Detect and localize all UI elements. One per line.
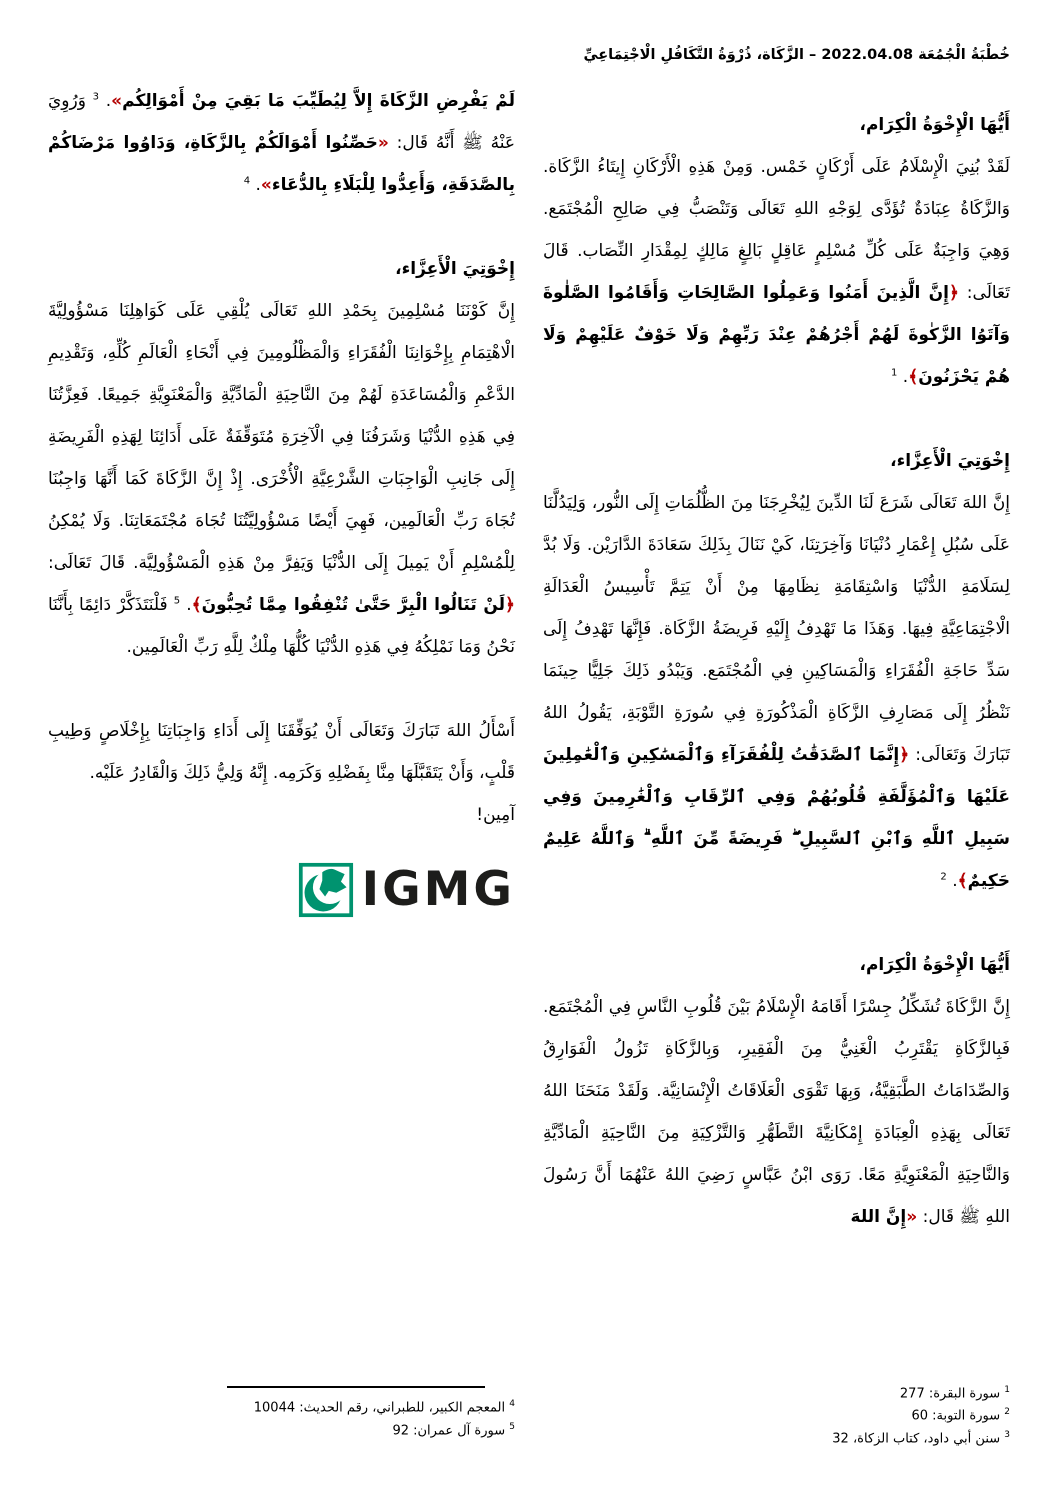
- text-segment: 1: [891, 367, 898, 379]
- footnote-line: $^4$ المعجم الكبير، للطبراني، رقم الحديث: 10044: [253, 1399, 515, 1416]
- paragraph: [543, 482, 1010, 902]
- footnote-number: 4: [509, 1399, 515, 1410]
- text-segment: إِنَّ الَّذِينَ أَمَنُوا وَعَمِلُوا الصَّالِحَاتِ وَأَقَامُوا الصَّلٰوةَ وَآتَوُا الزَّكٰوةَ لَهُمْ أَجْرُهُمْ عِنْدَ رَبِّهِمْ وَلَا خَوْفٌ عَلَيْهِمْ وَلَا هُمْ يَحْزَنُونَ: [543, 283, 1010, 387]
- text-segment: لَقَدْ بُنِيَ الْإِسْلَامُ عَلَى أَرْكَانٍ خَمْس. وَمِنْ هَذِهِ الْأَرْكَانِ إِيتَاءُ الزَّكَاة. وَالزَّكَاةُ عِبَادَةٌ تُؤَدَّى لِوَجْهِ اللهِ تَعَالَى وَتَنْصَبُّ فِي صَالِحِ الْمُجْتَمَع. وَهِيَ وَاجِبَةٌ عَلَى كُلِّ مُسْلِمٍ عَاقِلٍ بَالِغٍ مَالِكٍ لِمِقْدَارِ النِّصَاب. قَالَ تَعَالَى:: [543, 157, 1010, 303]
- igmg-logo: [48, 862, 515, 918]
- text-segment: »: [260, 175, 272, 195]
- text-segment: أَسْأَلُ اللهَ تَبَارَكَ وَتَعَالَى أَنْ يُوَفِّقَنَا إِلَى أَدَاءِ وَاجِبَاتِنَا بِإِخْلَاصٍ وَطِيبِ قَلْبٍ، وَأَنْ يَتَقَبَّلَهَا مِنَّا بِفَضْلِهِ وَكَرَمِه. إِنَّهُ وَلِيُّ ذَلِكَ وَالْقَادِرُ عَلَيْه.: [48, 721, 515, 783]
- footnote-list: [48, 1395, 515, 1441]
- text-segment: إِنَّمَا ٱلصَّدَقَٰتُ لِلْفُقَرَآءِ وَٱلْمَسَٰكِينِ وَٱلْعَٰمِلِينَ عَلَيْهَا وَٱلْمُؤَلَّفَةِ قُلُوبُهُمْ وَفِي ٱلرِّقَابِ وَٱلْغَٰرِمِينَ وَفِي سَبِيلِ ٱللَّهِ وَٱبْنِ ٱلسَّبِيلِ ۖ فَرِيضَةً مِّنَ ٱللَّهِ ۗ وَٱللَّهُ عَلِيمٌ حَكِيمٌ: [543, 745, 1010, 891]
- footnote-number: 2: [1004, 1407, 1010, 1418]
- column-second-left: [48, 80, 515, 1238]
- footnote-line: $^2$ سورة التوبة: 60: [911, 1407, 1010, 1424]
- section-heading: إِخْوَتِيَ الْأَعِزَّاء،: [890, 451, 1010, 471]
- paragraph: [48, 80, 515, 206]
- text-segment: .: [180, 595, 192, 615]
- paragraph: [543, 986, 1010, 1238]
- text-segment: وَرُوِيَ عَنْهُ ﷺ أَنَّهُ قَال:: [48, 91, 515, 153]
- igmg-wordmark: IGMG: [361, 862, 515, 917]
- footnotes-left: [48, 1386, 515, 1441]
- text-segment: ﴿: [948, 283, 959, 303]
- footnote-line: $^5$ سورة آل عمران: 92: [392, 1422, 515, 1439]
- text-segment: 3: [92, 91, 100, 103]
- text-segment: «: [906, 1207, 918, 1227]
- section-heading: أَيُّهَا الْإِخْوَةُ الْكِرَام،: [859, 955, 1010, 975]
- text-segment: فَلْنَتَذَكَّرْ دَائِمًا بِأَنَّنَا نَحْنُ وَمَا نَمْلِكُهُ فِي هَذِهِ الدُّنْيَا كُلُّهَا مِلْكٌ لِلَّهِ رَبِّ الْعَالَمِين.: [48, 595, 515, 657]
- footnote-number: 5: [509, 1422, 515, 1433]
- footnote-separator: [227, 1386, 485, 1388]
- section-heading: إِخْوَتِيَ الْأَعِزَّاء،: [395, 259, 515, 279]
- text-segment: لَمْ يَفْرِضِ الزَّكَاةَ إِلاَّ لِيُطَيِّبَ مَا بَقِيَ مِنْ أَمْوَالِكُم: [122, 91, 515, 111]
- footnote-line: $^1$ سورة البقرة: 277: [899, 1384, 1010, 1401]
- text-segment: ﴾: [908, 367, 919, 387]
- footnotes-right: [543, 1375, 1010, 1449]
- amin-line: آمِين!: [476, 805, 515, 825]
- text-segment: 5: [173, 595, 181, 607]
- text-segment: إِنَّ اللهَ تَعَالَى شَرَعَ لَنَا الدِّينَ لِيُخْرِجَنَا مِنَ الظُّلُمَاتِ إِلَى النُّور، وَلِيَدُلَّنَا عَلَى سُبُلِ إِعْمَارِ دُنْيَانَا وَآخِرَتِنَا، كَيْ نَنَالَ بِذَلِكَ سَعَادَةَ الدَّارَيْن. وَلَا بُدَّ لِسَلَامَةِ الدُّنْيَا وَاسْتِقَامَةِ نِظَامِهَا مِنْ أَنْ يَتِمَّ تَأْسِيسُ الْعَدَالَةِ الْاجْتِمَاعِيَّةِ فِيهَا. وَهَذَا مَا تَهْدِفُ إِلَيْهِ فَرِيضَةُ الزَّكَاة. فَإِنَّهَا تَهْدِفُ إِلَى سَدِّ حَاجَةِ الْفُقَرَاءِ وَالْمَسَاكِينِ فِي الْمُجْتَمَع. وَيَبْدُو ذَلِكَ جَلِيًّا حِينَمَا نَنْظُرُ إِلَى مَصَارِفِ الزَّكَاةِ الْمَذْكُورَةِ فِي سُورَةِ التَّوْبَةِ، يَقُولُ اللهُ تَبَارَكَ وَتَعَالَى:: [543, 493, 1011, 765]
- text-segment: 2: [940, 871, 947, 883]
- text-segment: حَصِّنُوا أَمْوَالَكُمْ بِالزَّكَاةِ، وَدَاوُوا مَرْضَاكُمْ بِالصَّدَقَةِ، وَأَعِدُّوا لِلْبَلَاءِ بِالدُّعَاء: [48, 133, 515, 195]
- text-segment: ﴾: [191, 595, 202, 615]
- paragraph: [543, 146, 1010, 398]
- text-segment: .: [946, 871, 958, 891]
- section-heading: أَيُّهَا الْإِخْوَةُ الْكِرَام،: [859, 115, 1010, 135]
- footnote-number: 1: [1004, 1384, 1010, 1395]
- text-segment: ﴾: [957, 871, 968, 891]
- paragraph: [48, 290, 515, 668]
- text-segment: 4: [243, 175, 251, 187]
- column-first-right: [543, 80, 1010, 1238]
- text-segment: .: [897, 367, 909, 387]
- text-segment: »: [111, 91, 123, 111]
- footnote-line: $^3$ سنن أبي داود، كتاب الزكاة، 32: [832, 1430, 1010, 1447]
- crescent-europe-emblem-icon: [298, 862, 354, 918]
- text-segment: «: [377, 133, 389, 153]
- text-segment: إِنَّ اللهَ: [850, 1207, 907, 1227]
- text-segment: إِنَّ كَوْنَنَا مُسْلِمِينَ بِحَمْدِ اللهِ تَعَالَى يُلْقِي عَلَى كَوَاهِلِنَا مَسْؤُولِيَّةَ الْاهْتِمَامِ بِإِخْوَانِنَا الْفُقَرَاءِ وَالْمَظْلُومِينَ فِي أَنْحَاءِ الْعَالَمِ كُلِّهِ، وَتَقْدِيمِ الدَّعْمِ وَالْمُسَاعَدَةِ لَهُمْ مِنَ النَّاحِيَةِ الْمَادِّيَّةِ وَالْمَعْنَوِيَّةِ جَمِيعًا. فَعِزَّتُنَا فِي هَذِهِ الدُّنْيَا وَشَرَفُنَا فِي الْآخِرَةِ مُتَوَقِّفَةٌ عَلَى أَدَائِنَا لِهَذِهِ الْفَرِيضَةِ إِلَى جَانِبِ الْوَاجِبَاتِ الشَّرْعِيَّةِ الْأُخْرَى. إِذْ إِنَّ الزَّكَاةَ كَمَا أَنَّهَا وَاجِبُنَا تُجَاهَ رَبِّ الْعَالَمِين، فَهِيَ أَيْضًا مَسْؤُولِيَّتُنَا تُجَاهَ مُجْتَمَعَاتِنَا. وَلَا يُمْكِنُ لِلْمُسْلِمِ أَنْ يَمِيلَ إِلَى الدُّنْيَا وَيَفِرَّ مِنْ هَذِهِ الْمَسْؤُولِيَّة. قَالَ تَعَالَى:: [48, 301, 515, 573]
- text-segment: إِنَّ الزَّكَاةَ تُشَكِّلُ جِسْرًا أَقَامَهُ الْإِسْلَامُ بَيْنَ قُلُوبِ النَّاسِ فِي الْمُجْتَمَع. فَبِالزَّكَاةِ يَقْتَرِبُ الْغَنِيُّ مِنَ الْفَقِيرِ، وَبِالزَّكَاةِ تَزُولُ الْفَوَارِقُ وَالصِّدَامَاتُ الطَّبَقِيَّةُ، وَبِهَا تَقْوَى الْعَلَاقَاتُ الْإِنْسَانِيَّة. وَلَقَدْ مَنَحَنَا اللهُ تَعَالَى بِهَذِهِ الْعِبَادَةِ إِمْكَانِيَّةَ التَّطَهُّرِ وَالتَّزْكِيَةِ مِنَ النَّاحِيَةِ الْمَادِّيَّةِ وَالنَّاحِيَةِ الْمَعْنَوِيَّةِ مَعًا. رَوَى ابْنُ عَبَّاسٍ رَضِيَ اللهُ عَنْهُمَا أَنَّ رَسُولَ اللهِ ﷺ قَال:: [543, 997, 1010, 1227]
- text-segment: .: [99, 91, 112, 111]
- footnote-number: 3: [1004, 1430, 1010, 1441]
- text-segment: لَنْ تَنَالُوا الْبِرَّ حَتَّىٰ تُنْفِقُوا مِمَّا تُحِبُّونَ: [201, 595, 506, 615]
- closing-dua-paragraph: [48, 710, 515, 794]
- text-segment: ﴿: [505, 595, 516, 615]
- text-segment: ﴿: [899, 745, 910, 765]
- document-title: خُطْبَةُ الْجُمُعَة 2022.04.08 – الزَّكَاة، ذُرْوَةُ التَّكَافُلِ الْاجْتِمَاعِيِّ: [583, 47, 1010, 63]
- two-column-body: [0, 66, 1058, 1238]
- text-segment: .: [250, 175, 261, 195]
